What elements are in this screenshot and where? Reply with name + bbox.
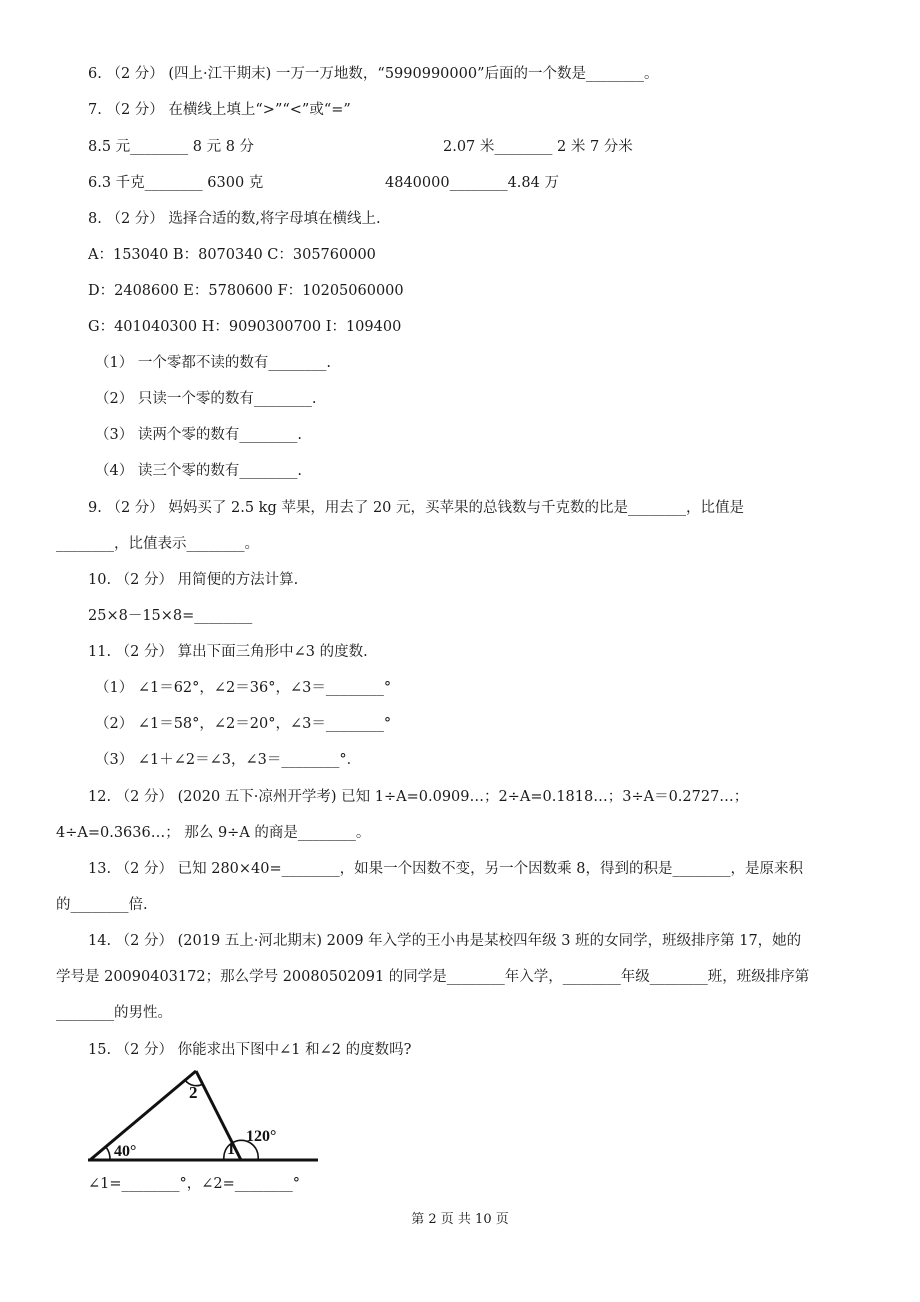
q7-compare-4: 4840000________4.84 万: [385, 175, 559, 191]
angle-1-label: 1: [227, 1141, 235, 1158]
q6-line: 6. （2 分） (四上·江干期末) 一万一万地数，“5990990000”后面的一个数是________。: [88, 66, 659, 82]
q13-line-2: 的________倍.: [56, 897, 148, 913]
q7-compare-1: 8.5 元________ 8 元 8 分: [88, 139, 255, 155]
angle-40-arc: [106, 1147, 110, 1160]
q12-line-1: 12. （2 分） (2020 五下·凉州开学考) 已知 1÷A=0.0909…；2÷A=0.1818…；3÷A＝0.2727…；: [88, 789, 749, 805]
q11-sub-1: （1） ∠1＝62°，∠2＝36°，∠3＝________°: [95, 680, 392, 696]
q11-line: 11. （2 分） 算出下面三角形中∠3 的度数.: [88, 644, 368, 660]
angle-2-label: 2: [189, 1083, 198, 1102]
triangle-figure: [86, 1068, 322, 1168]
q7-line: 7. （2 分） 在横线上填上“>”“<”或“=”: [88, 102, 351, 118]
q8-sub-4: （4） 读三个零的数有________.: [95, 463, 302, 479]
q8-sub-2: （2） 只读一个零的数有________.: [95, 391, 317, 407]
q13-line-1: 13. （2 分） 已知 280×40=________，如果一个因数不变，另一个因数乘 8，得到的积是________，是原来积: [88, 861, 803, 877]
q12-line-2: 4÷A=0.3636…； 那么 9÷A 的商是________。: [56, 825, 371, 841]
q11-sub-3: （3） ∠1＋∠2＝∠3，∠3＝________°．: [95, 752, 362, 768]
q8-options-2: D：2408600 E：5780600 F：10205060000: [88, 283, 404, 299]
angle-40-label: 40°: [114, 1143, 137, 1160]
q9-line-1: 9. （2 分） 妈妈买了 2.5 kg 苹果，用去了 20 元，买苹果的总钱数与千克数的比是________，比值是: [88, 500, 745, 516]
left-side: [90, 1071, 196, 1160]
page-footer: 第 2 页 共 10 页: [411, 1212, 509, 1227]
q11-sub-2: （2） ∠1＝58°，∠2＝20°，∠3＝________°: [95, 716, 392, 732]
q7-compare-3: 6.3 千克________ 6300 克: [88, 175, 264, 191]
angle-120-label: 120°: [246, 1128, 277, 1145]
q7-compare-2: 2.07 米________ 2 米 7 分米: [443, 139, 633, 155]
q14-line-1: 14. （2 分） (2019 五上·河北期末) 2009 年入学的王小冉是某校四年级 3 班的女同学，班级排序第 17，她的: [88, 933, 802, 949]
q9-line-2: ________，比值表示________。: [56, 536, 259, 552]
q14-line-2: 学号是 20090403172；那么学号 20080502091 的同学是________年入学，________年级________班，班级排序第: [56, 969, 810, 985]
q8-options-3: G：401040300 H：9090300700 I：109400: [88, 319, 402, 335]
q8-sub-3: （3） 读两个零的数有________.: [95, 427, 302, 443]
q8-line: 8. （2 分） 选择合适的数,将字母填在横线上.: [88, 211, 381, 227]
q10-expression: 25×8－15×8=________: [88, 608, 253, 624]
q10-line: 10. （2 分） 用简便的方法计算.: [88, 572, 299, 588]
q14-line-3: ________的男性。: [56, 1005, 172, 1021]
q8-sub-1: （1） 一个零都不读的数有________.: [95, 355, 331, 371]
q15-answer-line: ∠1=________°，∠2=________°: [88, 1176, 301, 1192]
q8-options-1: A：153040 B：8070340 C：305760000: [88, 247, 376, 263]
q15-line: 15. （2 分） 你能求出下图中∠1 和∠2 的度数吗?: [88, 1042, 412, 1058]
